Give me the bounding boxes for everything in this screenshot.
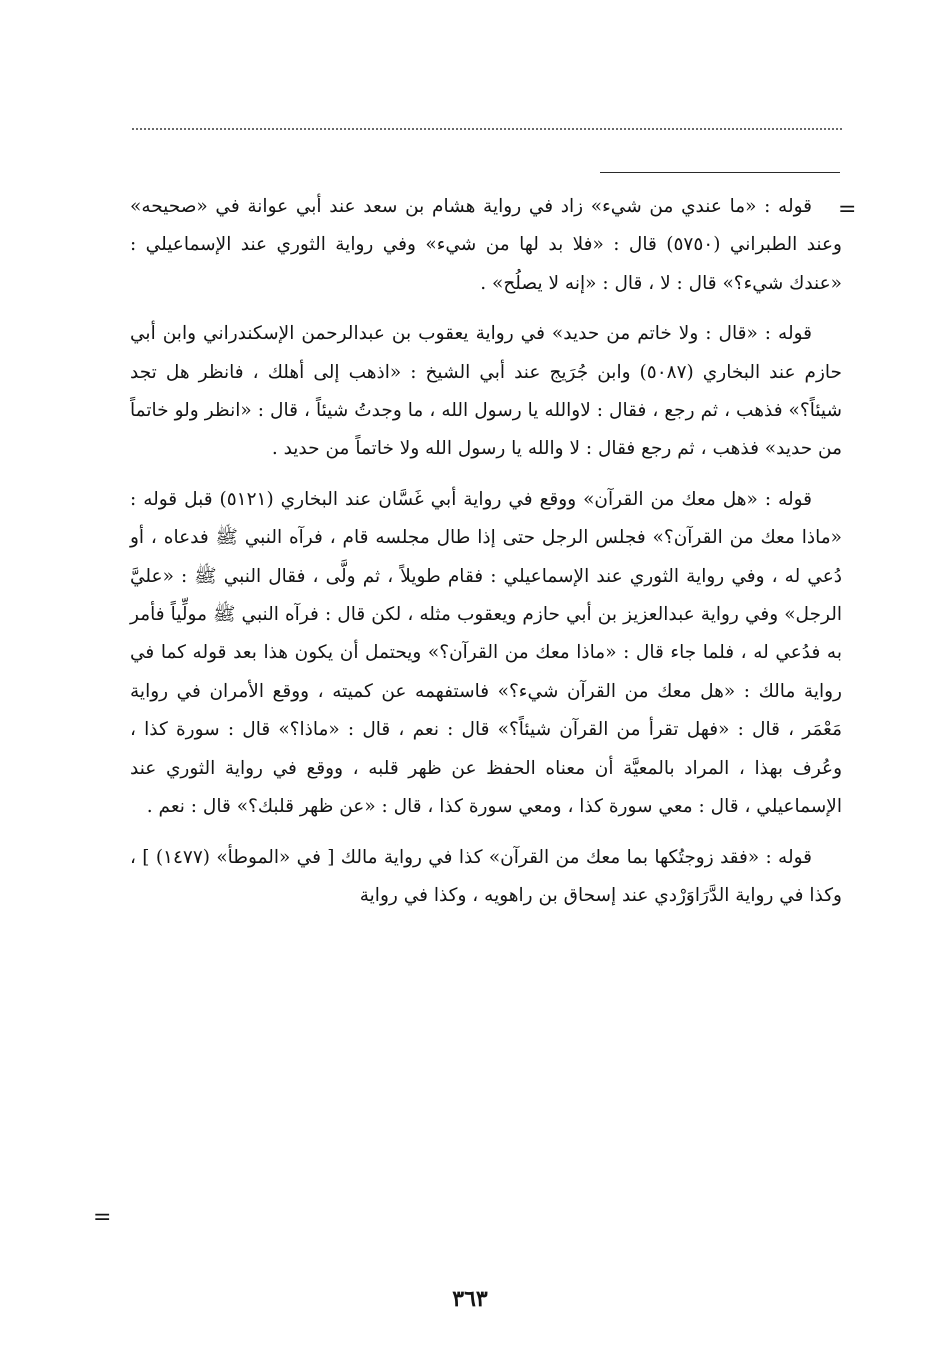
paragraph-4: قوله : «فقد زوجتُكها بما معك من القرآن» كذا في رواية مالك [ في «الموطأ» (١٤٧٧) ] ، وكذا في رواية الدَّرَاوَرْدي عند إسحاق بن راهويه ، وكذا في رواية xyxy=(130,846,842,906)
footnote-separator-rule xyxy=(600,172,840,173)
paragraph-3: قوله : «هل معك من القرآن» ووقع في رواية أبي غَسَّان عند البخاري (٥١٢١) قبل قوله : «ماذا معك من القرآن؟» فجلس الرجل حتى إذا طال مجلسه قام ، فرآه النبي ﷺ فدعاه ، أو دُعي له ، وفي رواية الثوري عند الإسماعيلي : فقام طويلاً ، ثم ولَّى ، فقال النبي ﷺ : «عليَّ الرجل» وفي رواية عبدالعزيز بن أبي حازم ويعقوب مثله ، لكن قال : فرآه النبي ﷺ مولِّياً فأمر به فدُعي له ، فلما جاء قال : «ماذا معك من القرآن؟» ويحتمل أن يكون هذا بعد قوله كما في رواية مالك : «هل معك من القرآن شيء؟» فاستفهمه عن كميته ، ووقع الأمران في رواية مَعْمَر ، قال : «فهل تقرأ من القرآن شيئاً؟» قال : نعم ، قال : «ماذا؟» قال : سورة كذا ، وعُرف بهذا ، المراد بالمعيَّة أن معناه الحفظ عن ظهر قلبه ، ووقع في رواية الثوري عند الإسماعيلي ، قال : معي سورة كذا ، ومعي سورة كذا ، قال : «عن ظهر قلبك؟» قال : نعم . xyxy=(130,488,842,818)
header-dotted-rule xyxy=(132,128,842,130)
footnote-text xyxy=(130,188,842,915)
continuation-mark-bottom: = xyxy=(93,1205,112,1230)
paragraph-1: قوله : «ما عندي من شيء» زاد في رواية هشام بن سعد عند أبي عوانة في «صحيحه» وعند الطبراني (٥٧٥٠) قال : «فلا بد لها من شيء» وفي رواية الثوري عند الإسماعيلي : «عندك شيء؟» قال : لا ، قال : «إنه لا يصلُح» . xyxy=(130,196,842,294)
page-number: ٣٦٣ xyxy=(452,1286,488,1312)
continuation-mark-top: = xyxy=(838,197,857,222)
paragraph-2: قوله : «قال : ولا خاتم من حديد» في رواية يعقوب بن عبدالرحمن الإسكندراني وابن أبي حازم عند البخاري (٥٠٨٧) وابن جُرَيج عند أبي الشيخ : «اذهب إلى أهلك ، فانظر هل تجد شيئاً؟» فذهب ، ثم رجع ، فقال : لاوالله يا رسول الله ، ما وجدتُ شيئاً ، قال : «انظر ولو خاتماً من حديد» فذهب ، ثم رجع فقال : لا والله يا رسول الله ولا خاتماً من حديد . xyxy=(130,323,842,460)
